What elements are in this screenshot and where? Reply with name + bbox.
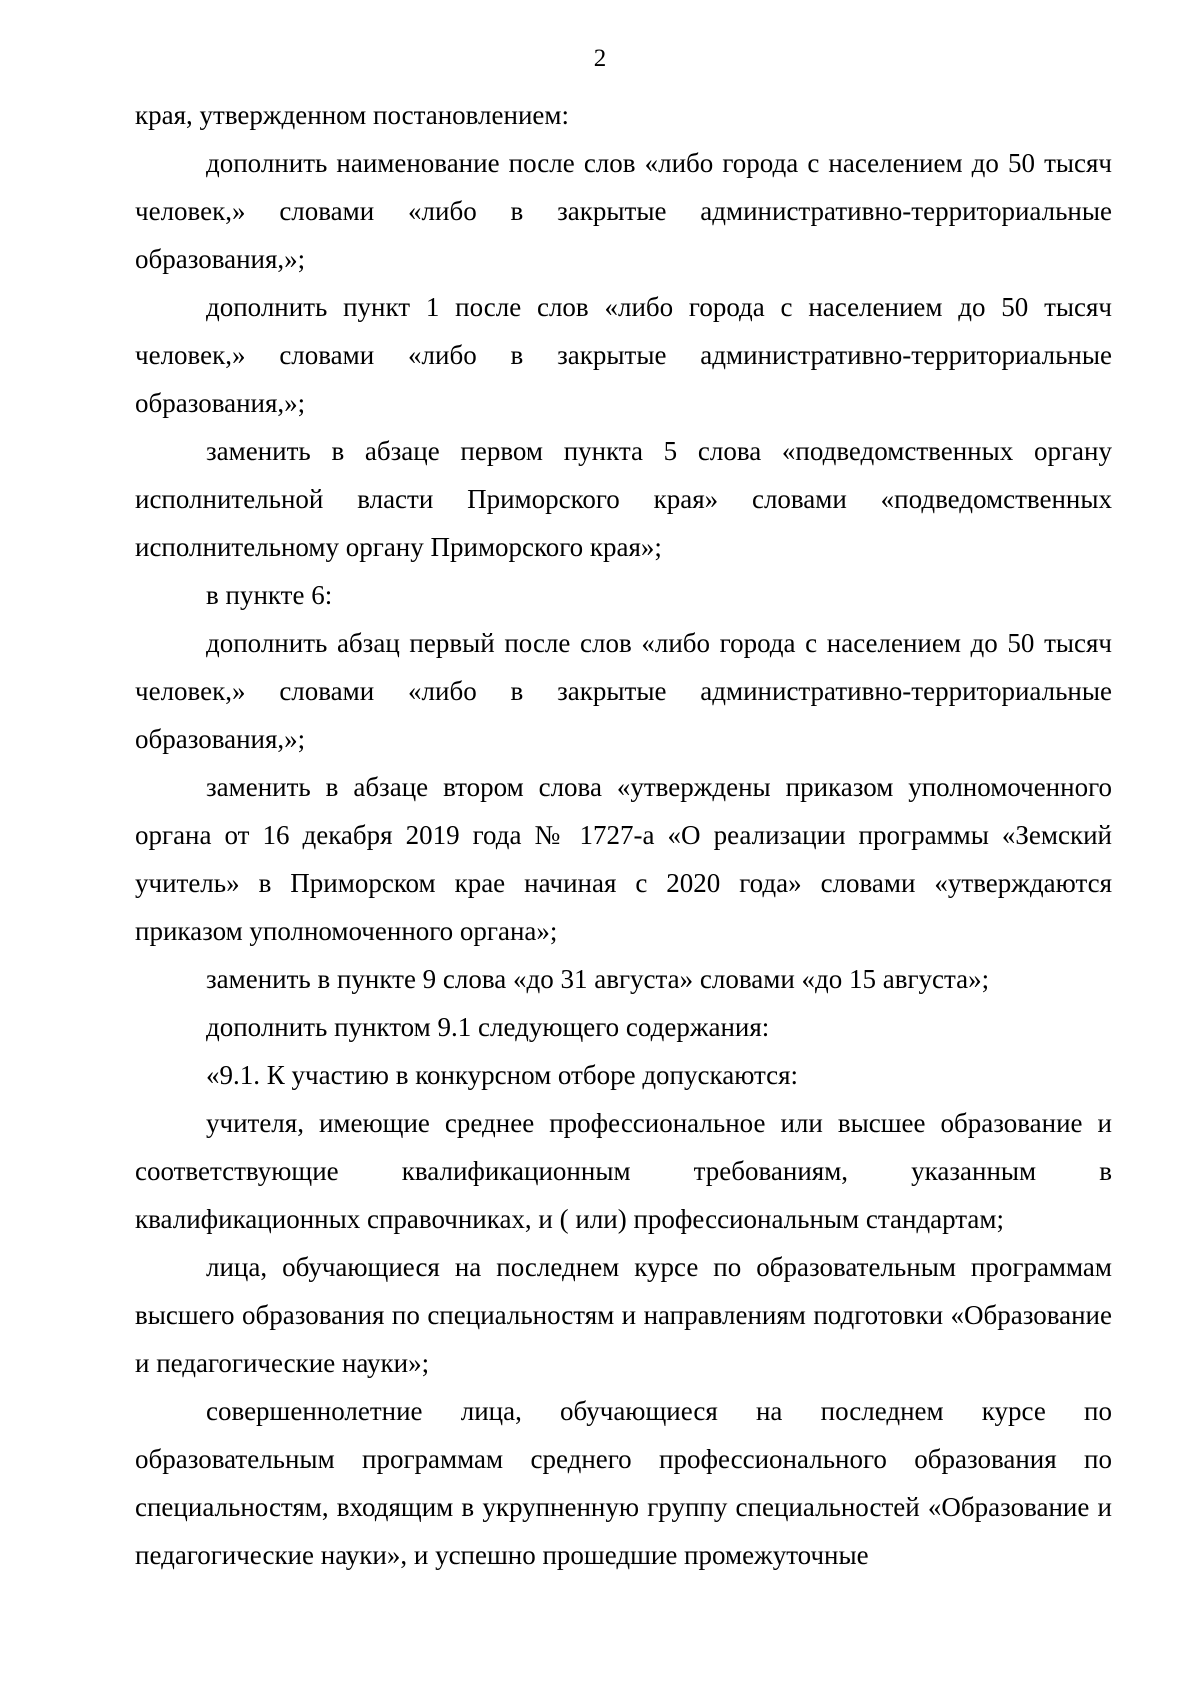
paragraph-teachers: учителя, имеющие среднее профессиональное или высшее образование и соответствующие квалификационным требованиям, указанным в квалификационных справочниках, и ( или) профессиональным стандартам;	[135, 1108, 1112, 1234]
paragraph-item-9-1-heading: «9.1. К участию в конкурсном отборе допускаются:	[206, 1060, 799, 1090]
paragraph-item-6-first: дополнить абзац первый после слов «либо города с населением до 50 тысяч человек,» словами «либо в закрытые административно-территориальные образования,»;	[135, 628, 1112, 754]
document-body	[135, 91, 1112, 1579]
paragraph-amend-name: дополнить наименование после слов «либо города с населением до 50 тысяч человек,» словами «либо в закрытые административно-территориальные образования,»;	[135, 148, 1112, 274]
paragraph-vocational-students: совершеннолетние лица, обучающиеся на последнем курсе по образовательным программам среднего профессионального образования по специальностям, входящим в укрупненную группу специальностей «Образование и педагогические науки», и успешно прошедшие промежуточные	[135, 1396, 1112, 1570]
paragraph-intro: края, утвержденном постановлением:	[135, 100, 569, 130]
paragraph-higher-ed-students: лица, обучающиеся на последнем курсе по образовательным программам высшего образования по специальностям и направлениям подготовки «Образование и педагогические науки»;	[135, 1252, 1112, 1378]
paragraph-amend-item-9: заменить в пункте 9 слова «до 31 августа» словами «до 15 августа»;	[206, 964, 990, 994]
paragraph-item-6-second: заменить в абзаце втором слова «утверждены приказом уполномоченного органа от 16 декабря 2019 года № 1727-а «О реализации программы «Земский учитель» в Приморском крае начиная с 2020 года» словами «утверждаются приказом уполномоченного органа»;	[135, 772, 1112, 946]
page-number: 2	[593, 45, 607, 72]
paragraph-amend-item-5: заменить в абзаце первом пункта 5 слова «подведомственных органу исполнительной власти Приморского края» словами «подведомственных исполнительному органу Приморского края»;	[135, 436, 1112, 562]
paragraph-add-item-9-1: дополнить пунктом 9.1 следующего содержания:	[206, 1012, 770, 1042]
paragraph-amend-item-1: дополнить пункт 1 после слов «либо города с населением до 50 тысяч человек,» словами «либо в закрытые административно-территориальные образования,»;	[135, 292, 1112, 418]
paragraph-item-6-heading: в пункте 6:	[206, 580, 333, 610]
